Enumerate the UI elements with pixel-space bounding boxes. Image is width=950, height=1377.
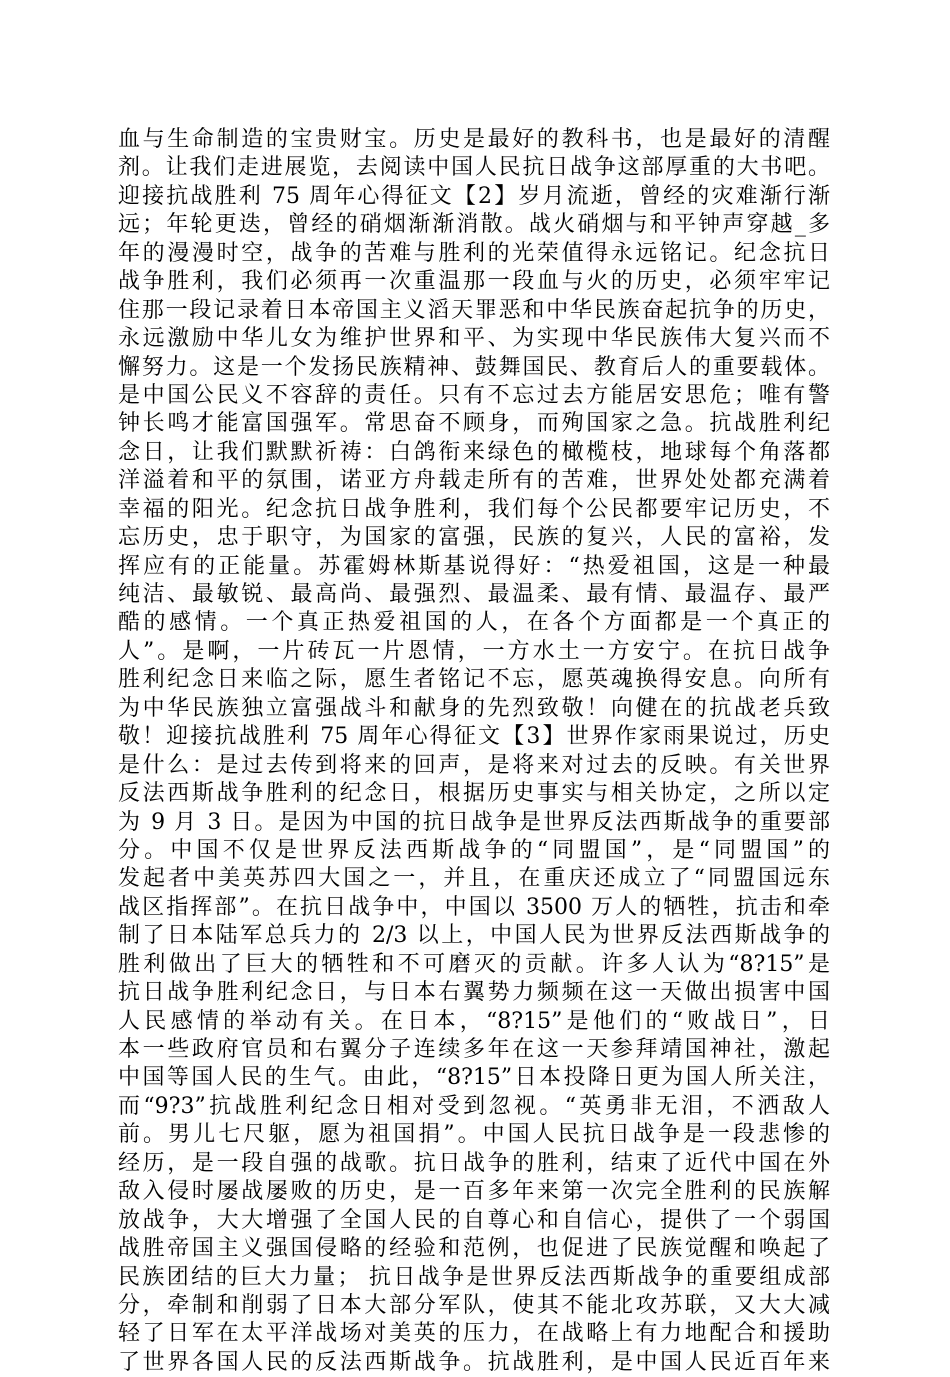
text-line: 剂。让我们走进展览，去阅读中国人民抗日战争这部厚重的大书吧。 xyxy=(118,155,830,181)
body-text xyxy=(118,126,830,1377)
text-line: 胜利纪念日来临之际，愿生者铭记不忘，愿英魂换得安息。向所有 xyxy=(118,667,830,693)
text-line: 远；年轮更迭，曾经的硝烟渐渐消散。战火硝烟与和平钟声穿越_多 xyxy=(118,212,830,238)
text-line: 本一些政府官员和右翼分子连续多年在这一天参拜靖国神社，激起 xyxy=(118,1037,830,1062)
text-line: 而“9?3”抗战胜利纪念日相对受到忽视。“英勇非无泪，不洒敌人 xyxy=(118,1093,830,1119)
text-line: 前。男儿七尺躯，愿为祖国捐”。中国人民抗日战争是一段悲惨的 xyxy=(118,1122,830,1148)
text-line: 纯洁、最敏锐、最高尚、最强烈、最温柔、最有情、最温存、最严 xyxy=(118,582,830,607)
text-line: 制了日本陆军总兵力的 2/3 以上，中国人民为世界反法西斯战争的 xyxy=(118,923,830,949)
text-line: 抗日战争胜利纪念日，与日本右翼势力频频在这一天做出损害中国 xyxy=(118,980,830,1006)
text-line: 年的漫漫时空，战争的苦难与胜利的光荣值得永远铭记。纪念抗日 xyxy=(118,240,830,266)
text-line: 胜利做出了巨大的牺牲和不可磨灭的贡献。许多人认为“8?15”是 xyxy=(118,951,830,977)
text-line: 战胜帝国主义强国侵略的经验和范例，也促进了民族觉醒和唤起了 xyxy=(118,1236,830,1262)
text-line: 血与生命制造的宝贵财宝。历史是最好的教科书，也是最好的清醒 xyxy=(118,127,830,152)
text-line: 分，牵制和削弱了日本大部分军队，使其不能北攻苏联，又大大减 xyxy=(118,1292,830,1318)
text-line: 中国等国人民的生气。由此，“8?15”日本投降日更为国人所关注， xyxy=(118,1065,830,1091)
text-line: 了世界各国人民的反法西斯战争。抗战胜利，是中国人民近百年来 xyxy=(118,1349,830,1375)
text-line: 人”。是啊，一片砖瓦一片恩情，一方水土一方安宁。在抗日战争 xyxy=(118,638,830,664)
text-line: 钟长鸣才能富国强军。常思奋不顾身，而殉国家之急。抗战胜利纪 xyxy=(118,411,830,437)
text-line: 分。中国不仅是世界反法西斯战争的“同盟国”，是“同盟国”的 xyxy=(118,837,830,863)
text-line: 迎接抗战胜利 75 周年心得征文【2】岁月流逝，曾经的灾难渐行渐 xyxy=(118,183,830,209)
text-line: 放战争，大大增强了全国人民的自尊心和自信心，提供了一个弱国 xyxy=(118,1207,830,1233)
text-line: 是中国公民义不容辞的责任。只有不忘过去方能居安思危；唯有警 xyxy=(118,382,830,408)
text-line: 战区指挥部”。在抗日战争中，中国以 3500 万人的牺牲，抗击和牵 xyxy=(118,894,830,920)
text-line: 忘历史，忠于职守，为国家的富强，民族的复兴，人民的富裕，发 xyxy=(118,525,830,551)
text-line: 是什么：是过去传到将来的回声，是将来对过去的反映。有关世界 xyxy=(118,752,830,778)
text-line: 轻了日军在太平洋战场对美英的压力，在战略上有力地配合和援助 xyxy=(118,1321,830,1347)
text-line: 人民感情的举动有关。在日本，“8?15”是他们的“败战日”，日 xyxy=(118,1008,830,1034)
text-line: 反法西斯战争胜利的纪念日，根据历史事实与相关协定，之所以定 xyxy=(118,781,830,807)
text-line: 酷的感情。一个真正热爱祖国的人，在各个方面都是一个真正的 xyxy=(118,610,830,636)
text-line: 为 9 月 3 日。是因为中国的抗日战争是世界反法西斯战争的重要部 xyxy=(118,809,830,835)
text-line: 懈努力。这是一个发扬民族精神、鼓舞国民、教育后人的重要载体。 xyxy=(118,354,830,380)
text-line: 幸福的阳光。纪念抗日战争胜利，我们每个公民都要牢记历史，不 xyxy=(118,496,830,522)
text-line: 为中华民族独立富强战斗和献身的先烈致敬！向健在的抗战老兵致 xyxy=(118,695,830,721)
text-line: 念日，让我们默默祈祷：白鸽衔来绿色的橄榄枝，地球每个角落都 xyxy=(118,439,830,465)
text-line: 敌入侵时屡战屡败的历史，是一百多年来第一次完全胜利的民族解 xyxy=(118,1179,830,1205)
text-line: 住那一段记录着日本帝国主义滔天罪恶和中华民族奋起抗争的历史， xyxy=(118,297,830,323)
text-line: 发起者中美英苏四大国之一，并且，在重庆还成立了“同盟国远东 xyxy=(118,866,830,892)
text-line: 敬！迎接抗战胜利 75 周年心得征文【3】世界作家雨果说过，历史 xyxy=(118,724,830,750)
text-line: 洋溢着和平的氛围，诺亚方舟载走所有的苦难，世界处处都充满着 xyxy=(118,468,830,494)
text-line: 民族团结的巨大力量； 抗日战争是世界反法西斯战争的重要组成部 xyxy=(118,1264,830,1290)
text-line: 永远激励中华儿女为维护世界和平、为实现中华民族伟大复兴而不 xyxy=(118,326,830,352)
text-line: 挥应有的正能量。苏霍姆林斯基说得好：“热爱祖国，这是一种最 xyxy=(118,553,830,579)
text-line: 经历，是一段自强的战歌。抗日战争的胜利，结束了近代中国在外 xyxy=(118,1150,830,1176)
text-line: 战争胜利，我们必须再一次重温那一段血与火的历史，必须牢牢记 xyxy=(118,269,830,295)
